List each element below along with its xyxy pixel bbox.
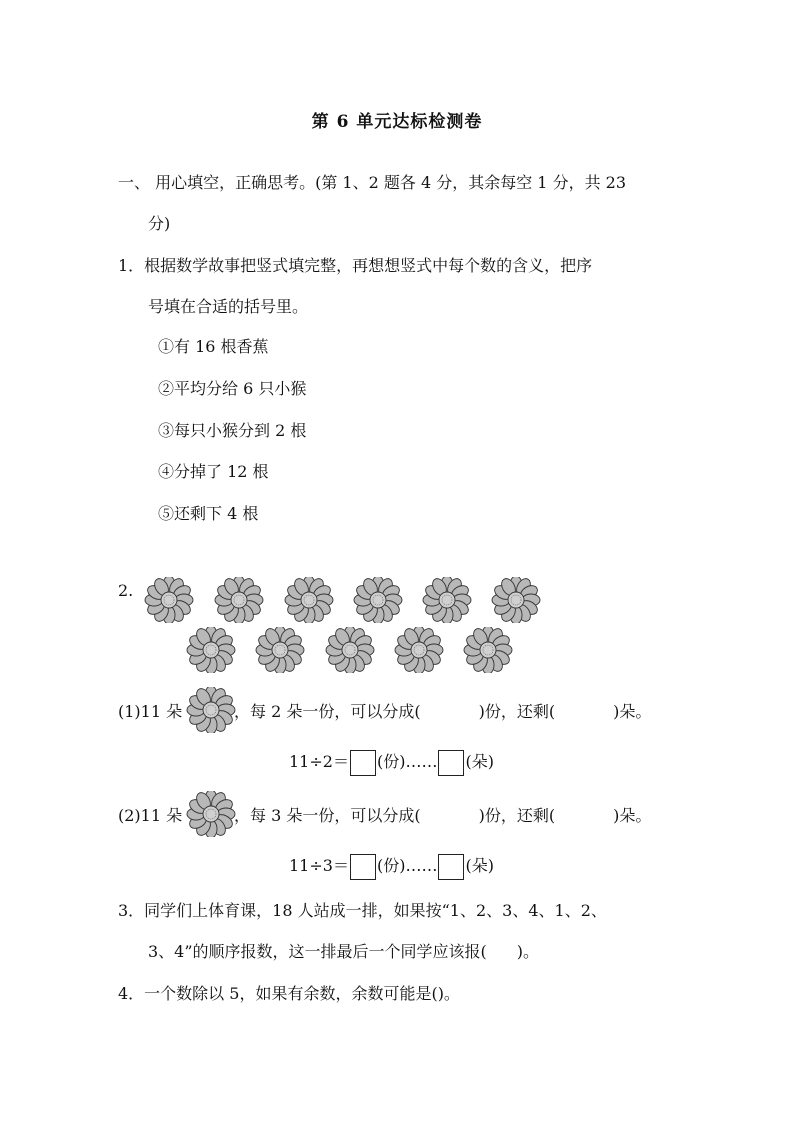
q2-sub2-text <box>234 805 651 827</box>
flower-icon <box>214 577 264 623</box>
flower-icon <box>491 577 541 623</box>
flower-icon <box>463 627 513 673</box>
q2-sub1-prefix: (1)11 朵 <box>118 702 183 721</box>
q2-sub2-text-b: )份，还剩( <box>478 806 556 825</box>
q4-line1: 4．一个数除以 5，如果有余数，余数可能是()。 <box>118 984 460 1003</box>
flower-icon <box>422 577 472 623</box>
eq-mid: (份)…… <box>376 752 438 771</box>
eq-left: 11÷3＝ <box>289 856 349 875</box>
section1-line2: 分) <box>148 214 171 233</box>
q2-sub2-text-a: ，每 3 朵一份，可以分成( <box>234 806 421 825</box>
q2-sub1-equation <box>289 748 494 776</box>
flower-icon <box>144 577 194 623</box>
q3-line2-end: )。 <box>516 942 540 961</box>
q1-item-3: ③每只小猴分到 2 根 <box>158 421 307 440</box>
q1-item-1: ①有 16 根香蕉 <box>158 337 269 356</box>
q2-sub2-prefix: (2)11 朵 <box>118 806 183 825</box>
q3-line2 <box>148 941 539 963</box>
q2-sub2-equation <box>289 852 494 880</box>
q3-line2-text: 3、4”的顺序报数，这一排最后一个同学应该报( <box>148 942 487 961</box>
flower-icon <box>284 577 334 623</box>
q2-sub2-text-c: )朵。 <box>613 806 652 825</box>
answer-box-quotient[interactable] <box>350 854 376 880</box>
section1-line1: 一、 用心填空，正确思考。(第 1、2 题各 4 分，其余每空 1 分，共 23 <box>118 173 627 192</box>
flower-icon <box>353 577 403 623</box>
eq-end: (朵) <box>465 752 494 771</box>
q2-number: 2. <box>118 581 134 600</box>
q1-item-4: ④分掉了 12 根 <box>158 462 269 481</box>
q2-sub1-text-b: )份，还剩( <box>478 702 556 721</box>
eq-end: (朵) <box>465 856 494 875</box>
q1-line1: 1．根据数学故事把竖式填完整，再想想竖式中每个数的含义，把序 <box>118 256 593 275</box>
answer-box-quotient[interactable] <box>350 750 376 776</box>
q1-item-5: ⑤还剩下 4 根 <box>158 504 259 523</box>
flower-icon <box>186 627 236 673</box>
eq-left: 11÷2＝ <box>289 752 349 771</box>
q1-line2: 号填在合适的括号里。 <box>148 297 309 316</box>
flower-icon <box>325 627 375 673</box>
q2-sub1-text-c: )朵。 <box>613 702 652 721</box>
eq-mid: (份)…… <box>376 856 438 875</box>
page-title: 第 6 单元达标检测卷 <box>311 112 483 132</box>
q3-line1: 3．同学们上体育课，18 人站成一排，如果按“1、2、3、4、1、2、 <box>118 901 607 920</box>
answer-box-remainder[interactable] <box>438 750 464 776</box>
q1-item-2: ②平均分给 6 只小猴 <box>158 379 307 398</box>
flower-icon <box>394 627 444 673</box>
flower-icon <box>255 627 305 673</box>
flower-icon <box>186 791 236 837</box>
flower-icon <box>186 687 236 733</box>
q2-sub1-text <box>234 701 651 723</box>
answer-box-remainder[interactable] <box>438 854 464 880</box>
q2-sub1-text-a: ，每 2 朵一份，可以分成( <box>234 702 421 721</box>
